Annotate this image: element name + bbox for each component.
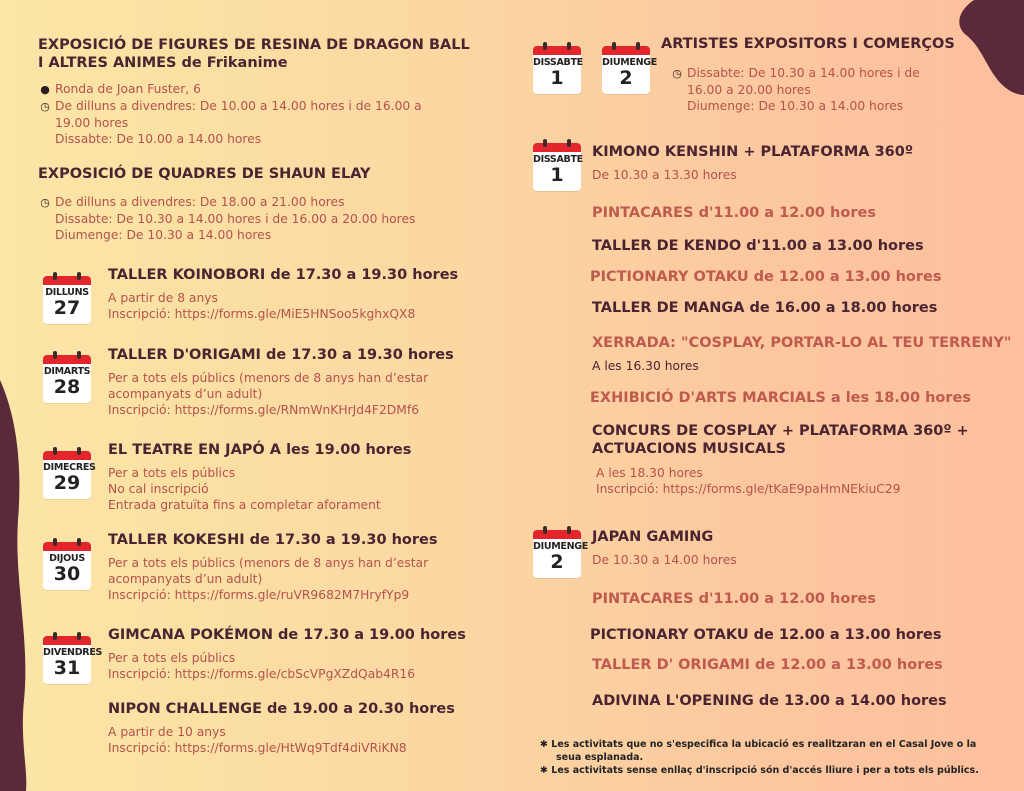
- concurs-link[interactable]: Inscripció: https://forms.gle/tKaE9paHmNEkiuC29: [596, 482, 901, 496]
- sat-xerrada: XERRADA: "COSPLAY, PORTAR-LO AL TEU TERRENY": [592, 335, 1012, 351]
- calendar-icon-dimecres: [43, 451, 96, 499]
- event-koinobori: [108, 266, 488, 322]
- event-nipon: [108, 700, 488, 756]
- sat-manga: TALLER DE MANGA de 16.00 a 18.00 hores: [592, 300, 938, 316]
- calendar-num: 29: [53, 472, 81, 494]
- event-line: Per a tots els públics (menors de 8 anys han d’estar: [108, 556, 429, 570]
- expo-figures-hours-2: 19.00 hores: [55, 116, 129, 130]
- sun-pictionary: PICTIONARY OTAKU de 12.00 a 13.00 hores: [590, 627, 942, 643]
- note-2: Les activitats sense enllaç d'inscripció són d'accés lliure i per a tots els públics.: [551, 765, 979, 776]
- clock-icon: ◷: [672, 67, 682, 80]
- event-link[interactable]: Inscripció: https://forms.gle/HtWq9Tdf4diVRiKN8: [108, 741, 407, 755]
- event-line: acompanyats d’un adult): [108, 572, 263, 586]
- event-title: TALLER KOINOBORI de 17.30 a 19.30 hores: [108, 267, 459, 283]
- sat-xerrada-time: A les 16.30 hores: [592, 359, 699, 373]
- asterisk-icon: ✱: [540, 765, 548, 776]
- event-link[interactable]: Inscripció: https://forms.gle/ruVR9682M7HryfYp9: [108, 588, 410, 602]
- calendar-day: DIMECRES: [43, 462, 96, 473]
- expo-figures-hours-1: De dilluns a divendres: De 10.00 a 14.00 hores i de 16.00 a: [55, 99, 422, 113]
- event-line: acompanyats d’un adult): [108, 387, 263, 401]
- sun-origami: TALLER D' ORIGAMI de 12.00 a 13.00 hores: [592, 657, 943, 673]
- concurs-time: A les 18.30 hores: [596, 466, 703, 480]
- expo-figures-location: Ronda de Joan Fuster, 6: [55, 82, 201, 96]
- calendar-day: DIUMENGE: [533, 541, 588, 552]
- artistes-hours-1: Dissabte: De 10.30 a 14.00 hores i de: [687, 66, 920, 80]
- gaming-time: De 10.30 a 14.00 hores: [592, 553, 737, 567]
- location-pin-icon: ●: [40, 83, 50, 96]
- calendar-icon-dijous: [43, 542, 91, 590]
- gaming-title: JAPAN GAMING: [592, 529, 714, 545]
- sat-concurs: [592, 422, 1012, 497]
- artistes-title: ARTISTES EXPOSITORS I COMERÇOS: [661, 36, 955, 52]
- event-link[interactable]: Inscripció: https://forms.gle/cbScVPgXZdQab4R16: [108, 667, 416, 681]
- event-gimcana: [108, 626, 488, 682]
- expo-figures-title-1: EXPOSICIÓ DE FIGURES DE RESINA DE DRAGON BALL: [38, 37, 470, 53]
- calendar-num: 1: [550, 67, 564, 89]
- calendar-day: DILLUNS: [45, 287, 89, 298]
- calendar-num: 1: [550, 164, 564, 186]
- calendar-num: 2: [550, 551, 564, 573]
- calendar-num: 2: [619, 67, 633, 89]
- note-1-line-2: seua esplanada.: [556, 752, 644, 763]
- asterisk-icon: ✱: [540, 739, 548, 750]
- event-title: GIMCANA POKÉMON de 17.30 a 19.00 hores: [108, 627, 466, 643]
- event-line: No cal inscripció: [108, 482, 209, 496]
- artistes-hours-3: Diumenge: De 10.30 a 14.00 hores: [687, 99, 904, 113]
- concurs-title-2: ACTUACIONS MUSICALS: [592, 441, 786, 457]
- sat-exhibicio: EXHIBICIÓ D'ARTS MARCIALS a les 18.00 hores: [590, 390, 972, 406]
- calendar-day: DIUMENGE: [602, 57, 657, 68]
- event-line: Per a tots els públics: [108, 651, 236, 665]
- calendar-icon-dissabte: [533, 46, 581, 94]
- sun-pintacares: PINTACARES d'11.00 a 12.00 hores: [592, 591, 876, 607]
- calendar-icon-diumenge-2: [533, 530, 588, 578]
- calendar-icon-dissabte-2: [533, 143, 581, 191]
- calendar-icon-dimarts: [43, 355, 91, 403]
- calendar-num: 27: [53, 297, 81, 319]
- event-link[interactable]: Inscripció: https://forms.gle/MiE5HNSoo5kghxQX8: [108, 307, 416, 321]
- expo-quadres-hours-1: De dilluns a divendres: De 18.00 a 21.00 hores: [55, 195, 345, 209]
- sat-pintacares: PINTACARES d'11.00 a 12.00 hores: [592, 205, 876, 221]
- expo-figures-title-2: I ALTRES ANIMES de Frikanime: [38, 55, 288, 71]
- event-title: TALLER D'ORIGAMI de 17.30 a 19.30 hores: [108, 347, 454, 363]
- clock-icon: ◷: [40, 196, 50, 209]
- sat-pictionary: PICTIONARY OTAKU de 12.00 a 13.00 hores: [590, 269, 942, 285]
- calendar-day: DISSABTE: [533, 154, 583, 165]
- calendar-day: DIMARTS: [43, 366, 91, 377]
- calendar-day: DISSABTE: [533, 57, 583, 68]
- calendar-icon-dilluns: [43, 276, 91, 324]
- event-origami: [108, 346, 488, 418]
- calendar-day: DIVENDRES: [43, 647, 103, 658]
- event-line: A partir de 10 anys: [108, 725, 226, 739]
- concurs-title-1: CONCURS DE COSPLAY + PLATAFORMA 360º +: [592, 423, 969, 439]
- event-line: Per a tots els públics: [108, 466, 236, 480]
- calendar-num: 31: [53, 657, 81, 679]
- footnotes: [540, 738, 1010, 777]
- expo-figures-hours-3: Dissabte: De 10.00 a 14.00 hores: [55, 132, 262, 146]
- event-link[interactable]: Inscripció: https://forms.gle/RNmWnKHrJd4F2DMf6: [108, 403, 420, 417]
- calendar-icon-divendres: [43, 636, 103, 684]
- expo-quadres-title: EXPOSICIÓ DE QUADRES DE SHAUN ELAY: [38, 166, 371, 182]
- event-line: Entrada gratuïta fins a completar aforament: [108, 498, 381, 512]
- event-teatre: [108, 441, 488, 513]
- event-title: TALLER KOKESHI de 17.30 a 19.30 hores: [108, 532, 438, 548]
- event-kokeshi: [108, 531, 488, 603]
- calendar-num: 28: [53, 376, 81, 398]
- event-title: NIPON CHALLENGE de 19.00 a 20.30 hores: [108, 701, 455, 717]
- expo-quadres-hours-2: Dissabte: De 10.30 a 14.00 hores i de 16.00 a 20.00 hores: [55, 212, 416, 226]
- kimono-time: De 10.30 a 13.30 hores: [592, 168, 737, 182]
- kimono-title: KIMONO KENSHIN + PLATAFORMA 360º: [592, 144, 914, 160]
- expo-quadres-hours-3: Diumenge: De 10.30 a 14.00 hores: [55, 228, 272, 242]
- calendar-num: 30: [53, 563, 81, 585]
- event-line: A partir de 8 anys: [108, 291, 218, 305]
- expo-figures-section: [38, 36, 488, 72]
- sat-kendo: TALLER DE KENDO d'11.00 a 13.00 hores: [592, 238, 924, 254]
- calendar-day: DIJOUS: [49, 553, 85, 564]
- calendar-icon-diumenge: [602, 46, 657, 94]
- expo-figures-details: [40, 81, 485, 147]
- sun-adivina: ADIVINA L'OPENING de 13.00 a 14.00 hores: [592, 693, 947, 709]
- artistes-hours-2: 16.00 a 20.00 hores: [687, 83, 811, 97]
- expo-quadres-details: [40, 194, 485, 243]
- event-line: Per a tots els públics (menors de 8 anys han d’estar: [108, 371, 429, 385]
- note-1-line-1: Les activitats que no s'especifica la ubicació es realitzaran en el Casal Jove o la: [551, 739, 977, 750]
- artistes-section: [661, 35, 981, 114]
- clock-icon: ◷: [40, 100, 50, 113]
- event-title: EL TEATRE EN JAPÓ A les 19.00 hores: [108, 442, 412, 458]
